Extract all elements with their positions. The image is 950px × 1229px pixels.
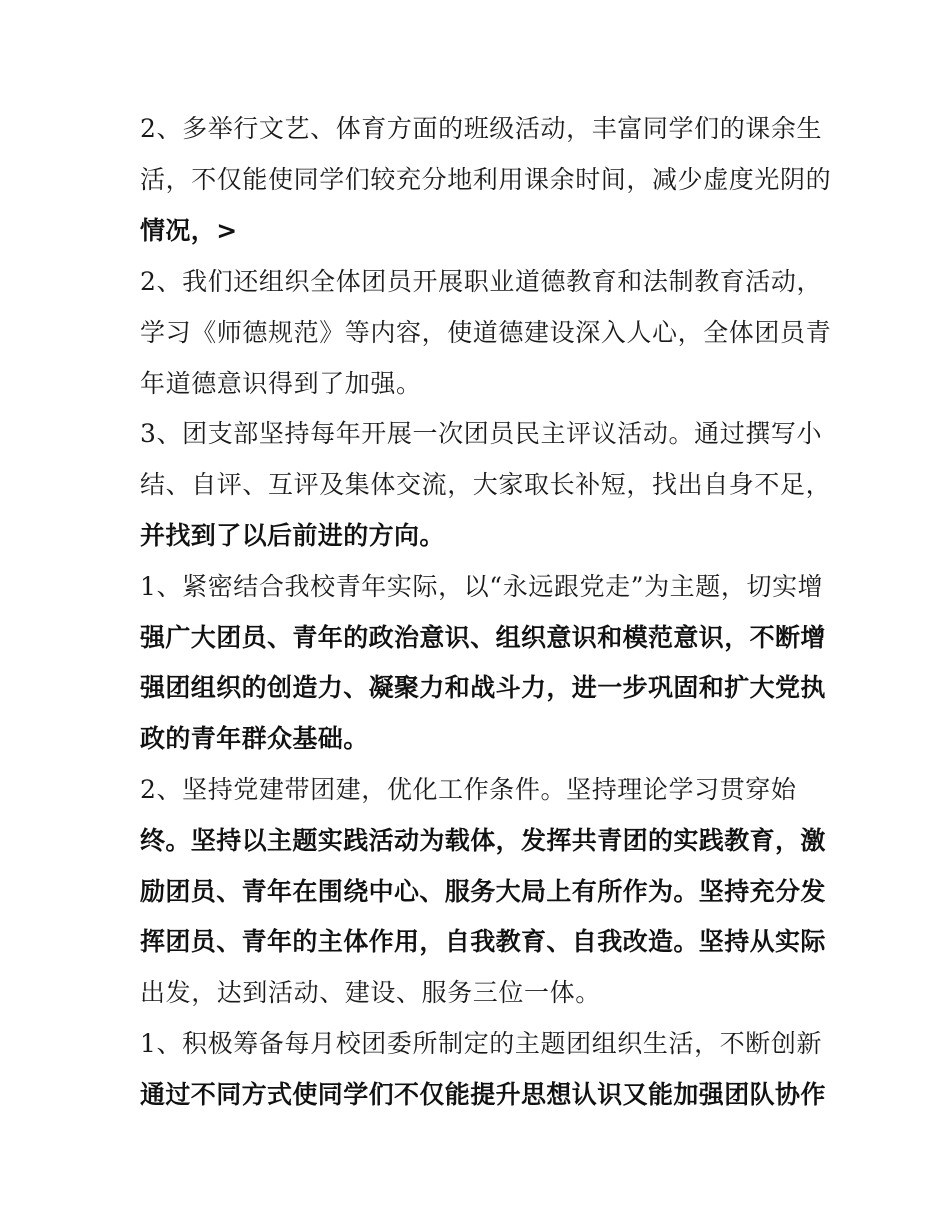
text-line-16: 励团员、青年在围绕中心、服务大局上有所作为。坚持充分发 <box>140 877 826 906</box>
text-line-11: 强广大团员、青年的政治意识、组织意识和模范意识，不断增 <box>140 623 826 652</box>
text-line-5: 学习《师德规范》等内容，使道德建设深入人心，全体团员青 <box>140 318 832 347</box>
text-line-18: 出发，达到活动、建设、服务三位一体。 <box>140 978 601 1007</box>
text-line-6: 年道德意识得到了加强。 <box>140 369 422 398</box>
text-line-4: 2、我们还组织全体团员开展职业道德教育和法制教育活动， <box>140 267 823 296</box>
text-line-9: 并找到了以后前进的方向。 <box>140 521 445 550</box>
text-line-1: 2、多举行文艺、体育方面的班级活动，丰富同学们的课余生 <box>140 114 823 143</box>
text-line-2: 活，不仅能使同学们较充分地利用课余时间，减少虚度光阴的 <box>140 165 832 194</box>
text-line-17: 挥团员、青年的主体作用，自我教育、自我改造。坚持从实际 <box>140 927 826 956</box>
text-line-14: 2、坚持党建带团建，优化工作条件。坚持理论学习贯穿始 <box>140 775 797 804</box>
text-line-7: 3、团支部坚持每年开展一次团员民主评议活动。通过撰写小 <box>140 419 823 448</box>
text-line-13: 政的青年群众基础。 <box>140 724 369 753</box>
text-line-8: 结、自评、互评及集体交流，大家取长补短，找出自身不足， <box>140 470 832 499</box>
text-line-19: 1、积极筹备每月校团委所制定的主题团组织生活，不断创新 <box>140 1029 823 1058</box>
text-line-3: 情况，> <box>140 216 238 245</box>
text-line-20: 通过不同方式使同学们不仅能提升思想认识又能加强团队协作 <box>140 1080 826 1109</box>
text-line-10: 1、紧密结合我校青年实际，以“永远跟党走”为主题，切实增 <box>140 572 824 601</box>
text-line-15: 终。坚持以主题实践活动为载体，发挥共青团的实践教育，激 <box>140 826 826 855</box>
text-line-12: 强团组织的创造力、凝聚力和战斗力，进一步巩固和扩大党执 <box>140 673 826 702</box>
